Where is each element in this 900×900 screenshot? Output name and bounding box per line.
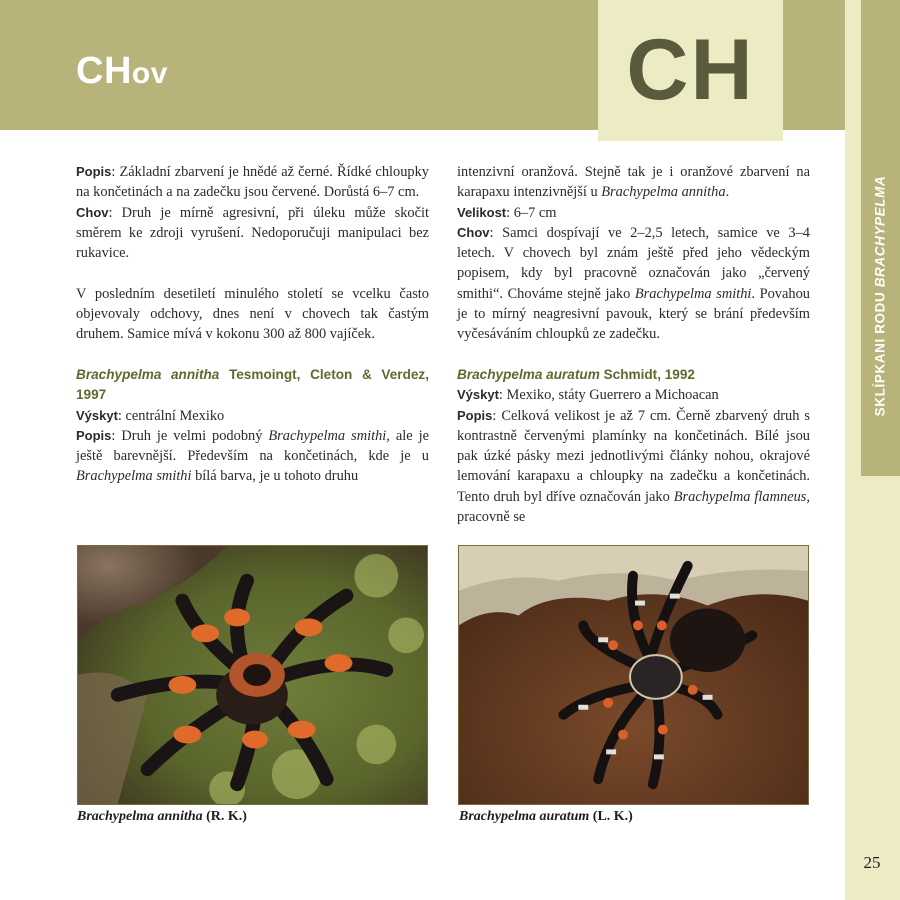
species-heading-auratum: Brachypelma auratum Schmidt, 1992 <box>457 366 695 382</box>
photo-brachypelma-auratum <box>458 545 809 805</box>
paragraph-velikost: Velikost: 6–7 cm <box>457 204 557 221</box>
page-title: CHov <box>76 50 168 92</box>
caption-annitha: Brachypelma annitha (R. K.) <box>77 809 247 824</box>
tarantula-auratum-illustration <box>459 546 808 804</box>
section-letter: CH <box>626 22 755 118</box>
paragraph-popis-annitha: Popis: Druh je velmi podobný Brachypelma smithi, ale je ještě barevnější. Především na končetinách, kde je u Brachypelma smithi bílá barva, je u tohoto druhu <box>76 427 429 485</box>
tarantula-annitha-illustration <box>78 546 427 804</box>
paragraph-chov-annitha: Chov: Samci dospívají ve 2–2,5 letech, samice ve 3–4 letech. V chovech byl znám ještě před jeho vědeckým popisem, kdy byl pracovně označován jako „červený smithi“. Chováme stejně jako Brachypelma smithi. Povahou je to mírný neagresivní pavouk, který se brání především vyčesáváním chloupků ze zadečku. <box>457 224 810 343</box>
right-column <box>457 162 810 527</box>
photo-brachypelma-annitha <box>77 545 428 805</box>
species-heading-annitha: Brachypelma annitha Tesmoingt, Cleton & Verdez, 1997 <box>76 366 430 403</box>
paragraph-popis-auratum: Popis: Celková velikost je až 7 cm. Černě zbarvený druh s kontrastně červenými plamínky na končetinách. Bílé jsou pak úzké pásky mezi jednotlivými články nohou, okrajové lemování karapaxu a chloupky na zadečku a končetinách. Tento druh byl dříve označován jako Brachypelma flamneus, pracovně se <box>457 407 810 526</box>
caption-auratum: Brachypelma auratum (L. K.) <box>459 809 633 824</box>
left-column <box>76 162 429 487</box>
paragraph-chov: Chov: Druh je mírně agresivní, při úleku může skočit směrem ke zdroji vyrušení. Nedoporučuji manipulaci bez rukavice. <box>76 204 429 262</box>
paragraph-popis: Popis: Základní zbarvení je hnědé až černé. Řídké chloupky na končetinách a na zadečku jsou červené. Dorůstá 6–7 cm. <box>76 164 429 201</box>
section-letter-box <box>598 0 783 141</box>
paragraph-vyskyt: Výskyt: centrální Mexiko <box>76 407 225 424</box>
page-number: 25 <box>863 853 881 872</box>
paragraph-continuation: intenzivní oranžová. Stejně tak je i oranžové zbarvení na karapaxu intenzivnější u Brachypelma annitha. <box>457 164 810 201</box>
chapter-tab-label: SKLÍPKANI RODU BRACHYPELMA <box>872 175 888 417</box>
paragraph-breeding: V posledním desetiletí minulého století se vcelku často objevovaly odchovy, dnes není v chovech tak častým druhem. Samice mívá v kokonu 300 až 800 vajíček. <box>76 285 429 343</box>
paragraph-vyskyt-auratum: Výskyt: Mexiko, státy Guerrero a Michoacan <box>457 387 719 404</box>
